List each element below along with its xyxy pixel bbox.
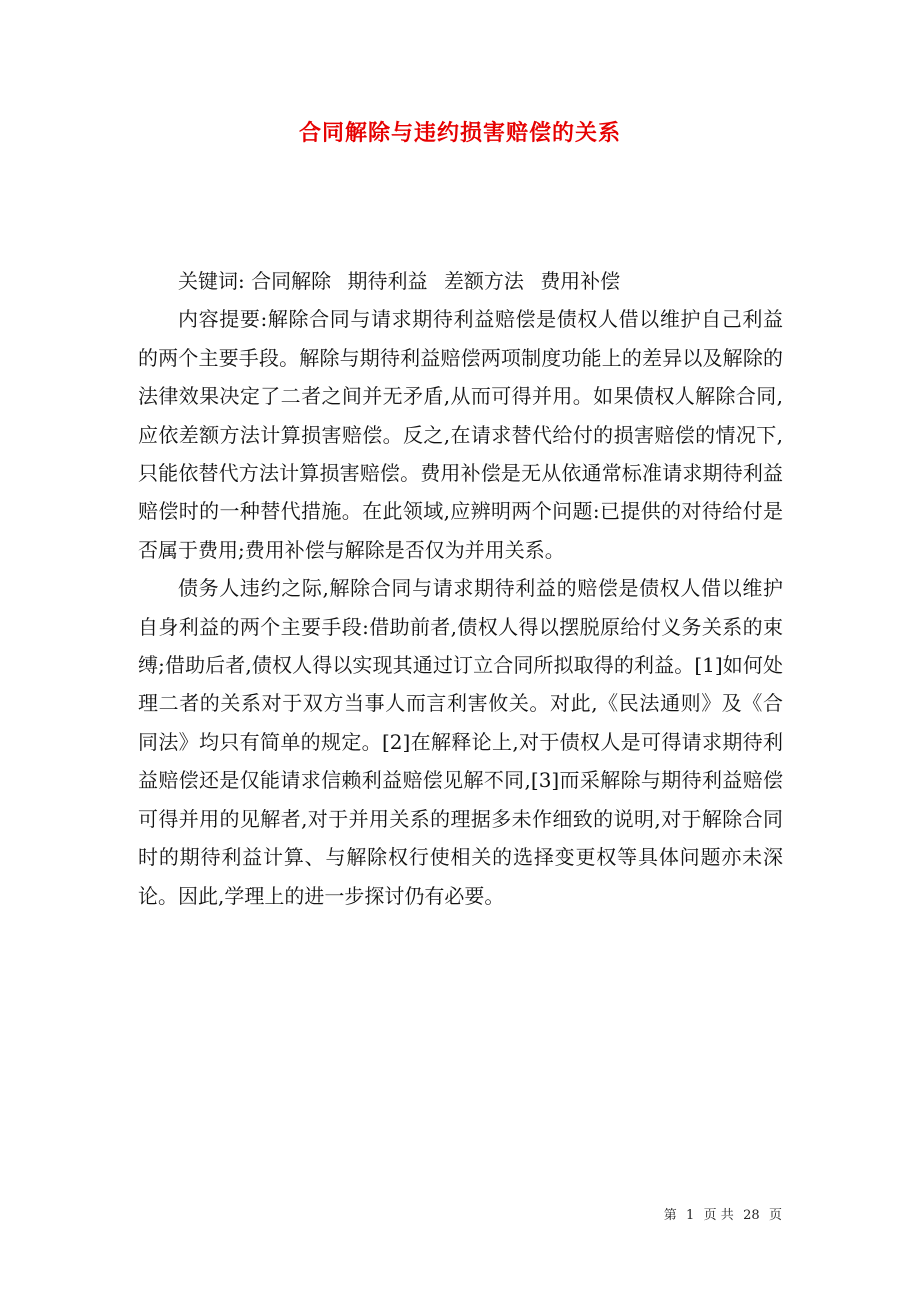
summary-paragraph — [138, 300, 783, 569]
footer-prefix: 第 — [663, 1208, 677, 1223]
page-footer — [0, 1207, 782, 1225]
summary-label: 内容提要: — [178, 307, 268, 332]
footer-suffix: 页 — [768, 1208, 782, 1223]
summary-text: 解除合同与请求期待利益赔偿是债权人借以维护自己利益的两个主要手段。解除与期待利益赔偿两项制度功能上的差异以及解除的法律效果决定了二者之间并无矛盾,从而可得并用。如果债权人解除合同,应依差额方法计算损害赔偿。反之,在请求替代给付的损害赔偿的情况下,只能依替代方法计算损害赔偿。费用补偿是无从依通常标准请求期待利益赔偿时的一种替代措施。在此领域,应辨明两个问题:已提供的对待给付是否属于费用;费用补偿与解除是否仅为并用关系。 — [138, 307, 783, 562]
document-body — [138, 262, 783, 915]
body-paragraph: 债务人违约之际,解除合同与请求期待利益的赔偿是债权人借以维护自身利益的两个主要手段:借助前者,债权人得以摆脱原给付义务关系的束缚;借助后者,债权人得以实现其通过订立合同所拟取得的利益。[1]如何处理二者的关系对于双方当事人而言利害攸关。对此,《民法通则》及《合同法》均只有简单的规定。[2]在解释论上,对于债权人是可得请求期待利益赔偿还是仅能请求信赖利益赔偿见解不同,[3]而采解除与期待利益赔偿可得并用的见解者,对于并用关系的理据多未作细致的说明,对于解除合同时的期待利益计算、与解除权行使相关的选择变更权等具体问题亦未深论。因此,学理上的进一步探讨仍有必要。 — [138, 576, 783, 908]
keyword: 差额方法 — [443, 269, 524, 293]
keyword: 合同解除 — [251, 269, 332, 293]
current-page-number: 1 — [686, 1208, 695, 1223]
total-page-count: 28 — [743, 1208, 760, 1223]
keyword: 费用补偿 — [540, 269, 621, 293]
keywords-paragraph — [138, 262, 783, 300]
keyword: 期待利益 — [347, 269, 428, 293]
footer-middle: 页 共 — [703, 1208, 734, 1223]
keywords-label: 关键词: — [178, 269, 245, 293]
document-title: 合同解除与违约损害赔偿的关系 — [298, 120, 621, 146]
